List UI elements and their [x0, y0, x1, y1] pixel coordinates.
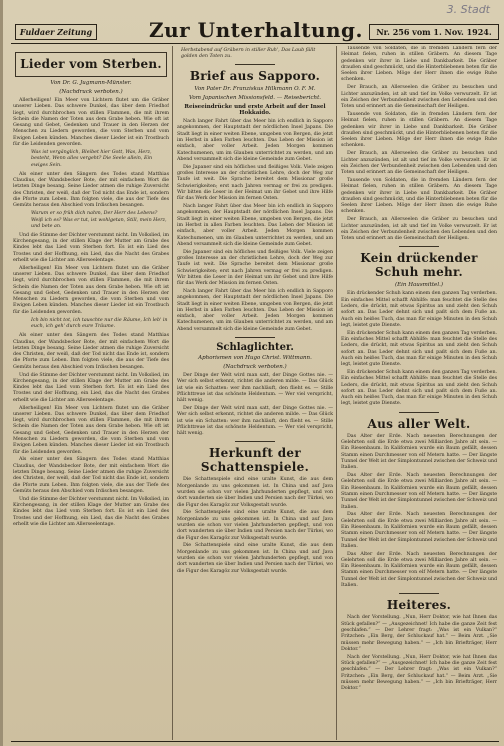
byline-note: (Nachdruck verboten.) [59, 89, 123, 95]
paragraph: Und die Stimme der Dichter verstummt nicht. Im Volkslied, im Kirchengesang, in der stillen Klage der Mutter am Grabe des Kindes lebt das Lied vom Sterben fort. Es ist ein Lied des Trostes und der Hoffnung, ein Lied, das die Nacht des Grabes erhellt wie die Lichter am Allerseelentage. [13, 496, 169, 527]
headline-box [15, 52, 167, 77]
paragraph: Allerheiligen! Ein Meer von Lichtern flutet um die Gräber unserer Lieben. Das schwere Dunkel, das über dem Friedhof liegt, wird durchbrochen von stillen Flammen, die mit ihrem Schein die Namen der Toten aus dem Grabe heben. Wie oft ist Gesang und Gebet, Gedenken und Trauer in den Herzen der Menschen zu Liedern geworden, die vom Sterben und vom Ewigen Leben künden. Manches dieser Lieder ist ein Trostbuch für die Leidenden geworden. [13, 405, 169, 455]
paragraph: Nach der Vorstellung. „Nun, Herr Doktor, wie hat Ihnen das Stück gefallen?“ — „Ausgezeichnet! Ich habe die ganze Zeit fest geschlafen.“ — Der Lehrer fragt: „Was ist ein Vulkan?“ Fritzchen: „Ein Berg, der Schluckauf hat.“ — Beim Arzt. „Sie müssen mehr Bewegung haben.“ — „Ich bin Briefträger, Herr Doktor.“ [341, 654, 497, 692]
lead: Reiseeindrücke und erste Arbeit auf der Insel Hokkaido. [184, 104, 326, 117]
byline: Aphorismen von Hugo Christ. Wittmann. [198, 354, 312, 361]
poem-intro: Herbstabend auf Gräbern in stiller Ruh', Das Laub fällt golden den Toten zu. [181, 48, 316, 60]
article-body [13, 333, 169, 528]
headline-kein-drueckender-schuh: Kein drückender Schuh mehr. [360, 251, 478, 280]
paragraph: Der Dinge der Welt wird man satt, der Dinge Gottes nie. — Wer sich selbst erkennt, richtet die anderen milde. — Das Glück ist wie ein Schatten: wer ihm nachläuft, den flieht es. — Stille Pflichttreue ist das schönste Heldentum. — Wer viel verspricht, hält wenig. [177, 372, 333, 404]
paragraph: Nach langer Fahrt über das Meer bin ich endlich in Sapporo angekommen, der Hauptstadt der nördlichen Insel Japans. Die Stadt liegt in einer weiten Ebene, umgeben von Bergen, die jetzt im Herbst in allen Farben leuchten. Das Leben der Mission ist einfach, aber voller Arbeit. Jeden Morgen kommen Katechumenen, um im Glauben unterrichtet zu werden, und am Abend versammelt sich die kleine Gemeinde zum Gebet. [177, 288, 333, 332]
byline: Von Dr. G. Jugmann-Münster. [50, 80, 132, 86]
paragraph: Ein drückender Schuh kann einem den ganzen Tag verderben. Ein einfaches Mittel schafft Abhilfe: man feuchtet die Stelle des Leders, die drückt, mit etwas Spiritus an und zieht den Schuh sofort an. Das Leder dehnt sich und paßt sich dem Fuße an. Auch ein heißes Tuch, das man für einige Minuten in den Schuh legt, leistet gute Dienste. [341, 291, 497, 328]
article-body [177, 373, 333, 437]
divider [235, 441, 275, 442]
divider [235, 337, 275, 338]
column-divider [336, 46, 337, 740]
masthead-rule [11, 43, 499, 44]
bottom-rule [11, 741, 499, 742]
paragraph: Als einer unter den Sängern des Todes stand Matthias Claudius, der Wandsbecker Bote, der mit einfachem Wort die letzten Dinge besang. Seine Lieder atmen die ruhige Zuversicht des Christen, der weiß, daß der Tod nicht das Ende ist, sondern die Pforte zum Leben. Ihm folgten viele, die aus der Tiefe des Gemüts heraus den Abschied vom Irdischen besangen. [13, 333, 169, 370]
divider [399, 246, 439, 247]
paragraph: Die Japaner sind ein höfliches und fleißiges Volk. Viele zeigen großes Interesse an der christlichen Lehre, doch der Weg zur Taufe ist weit. Die Sprache bereitet dem Missionar große Schwierigkeiten; erst nach Jahren vermag er frei zu predigen. Wir bitten die Leser in der Heimat um ihr Gebet und ihre Hilfe für das Werk der Mission im fernen Osten. [177, 164, 333, 202]
column-1 [13, 46, 169, 740]
paragraph: Das Alter der Erde. Nach neuesten Berechnungen der Gelehrten soll die Erde etwa zwei Milliarden Jahre alt sein. — Ein Riesenbaum. In Kalifornien wurde ein Baum gefällt, dessen Stamm einen Durchmesser von elf Metern hatte. — Der längste Tunnel der Welt ist der Simplontunnel zwischen der Schweiz und Italien. [341, 551, 497, 589]
masthead-issue: Nr. 256 vom 1. Nov. 1924. [369, 24, 499, 40]
article-body [13, 172, 169, 210]
paragraph: Tausende von Soldaten, die in fremden Ländern fern der Heimat fielen, ruhen in stillen Gräbern. An diesem Tage gedenken wir ihrer in Liebe und Dankbarkeit. Die Gräber draußen sind geschmückt, und die Hinterbliebenen beten für die Seelen ihrer Lieben. Möge der Herr ihnen die ewige Ruhe schenken. [341, 177, 497, 215]
byline: Von Pater Dr. Franziskus Hilkmann O. F. M. [194, 86, 316, 93]
paragraph: Und die Stimme der Dichter verstummt nicht. Im Volkslied, im Kirchengesang, in der stillen Klage der Mutter am Grabe des Kindes lebt das Lied vom Sterben fort. Es ist ein Lied des Trostes und der Hoffnung, ein Lied, das die Nacht des Grabes erhellt wie die Lichter am Allerseelentage. [13, 372, 169, 403]
divider [399, 412, 439, 413]
paragraph: Die Schattenspiele sind eine uralte Kunst, die aus dem Morgenlande zu uns gekommen ist. In China und auf Java wurden sie schon vor vielen Jahrhunderten gepflegt, und von dort wanderten sie über Indien und Persien nach der Türkei, wo die Figur des Karagöz zur Volksgestalt wurde. [177, 543, 333, 574]
divider [399, 593, 439, 594]
masthead [11, 18, 499, 42]
paragraph: Nach der Vorstellung. „Nun, Herr Doktor, wie hat Ihnen das Stück gefallen?“ — „Ausgezeichnet! Ich habe die ganze Zeit fest geschlafen.“ — Der Lehrer fragt: „Was ist ein Vulkan?“ Fritzchen: „Ein Berg, der Schluckauf hat.“ — Beim Arzt. „Sie müssen mehr Bewegung haben.“ — „Ich bin Briefträger, Herr Doktor.“ [341, 615, 497, 652]
article-body [13, 98, 169, 148]
paragraph: Das Alter der Erde. Nach neuesten Berechnungen der Gelehrten soll die Erde etwa zwei Milliarden Jahre alt sein. — Ein Riesenbaum. In Kalifornien wurde ein Baum gefällt, dessen Stamm einen Durchmesser von elf Metern hatte. — Der längste Tunnel der Welt ist der Simplontunnel zwischen der Schweiz und Italien. [341, 512, 497, 549]
column-3 [341, 46, 497, 740]
article-body [13, 233, 169, 316]
paragraph: Der Brauch, an Allerseelen die Gräber zu besuchen und Lichter anzuzünden, ist alt und tief im Volke verwurzelt. Er ist ein Zeichen der Verbundenheit zwischen den Lebenden und den Toten und erinnert an die Gemeinschaft der Heiligen. [341, 85, 497, 110]
paragraph: Allerheiligen! Ein Meer von Lichtern flutet um die Gräber unserer Lieben. Das schwere Dunkel, das über dem Friedhof liegt, wird durchbrochen von stillen Flammen, die mit ihrem Schein die Namen der Toten aus dem Grabe heben. Wie oft ist Gesang und Gebet, Gedenken und Trauer in den Herzen der Menschen zu Liedern geworden, die vom Sterben und vom Ewigen Leben künden. Manches dieser Lieder ist ein Trostbuch für die Leidenden geworden. [13, 98, 169, 148]
paragraph: Und die Stimme der Dichter verstummt nicht. Im Volkslied, im Kirchengesang, in der stillen Klage der Mutter am Grabe des Kindes lebt das Lied vom Sterben fort. Es ist ein Lied des Trostes und der Hoffnung, ein Lied, das die Nacht des Grabes erhellt wie die Lichter am Allerseelentage. [13, 232, 169, 263]
article-body [177, 477, 333, 574]
paragraph: Tausende von Soldaten, die in fremden Ländern fern der Heimat fielen, ruhen in stillen Gräbern. An diesem Tage gedenken wir ihrer in Liebe und Dankbarkeit. Die Gräber draußen sind geschmückt, und die Hinterbliebenen beten für die Seelen ihrer Lieben. Möge der Herr ihnen die ewige Ruhe schenken. [341, 111, 497, 149]
divider [235, 64, 275, 65]
paragraph: Die Japaner sind ein höfliches und fleißiges Volk. Viele zeigen großes Interesse an der christlichen Lehre, doch der Weg zur Taufe ist weit. Die Sprache bereitet dem Missionar große Schwierigkeiten; erst nach Jahren vermag er frei zu predigen. Wir bitten die Leser in der Heimat um ihr Gebet und ihre Hilfe für das Werk der Mission im fernen Osten. [177, 249, 333, 287]
column-divider [172, 46, 173, 740]
byline-note: (Ein Hausmittel.) [395, 282, 443, 289]
article-body [341, 291, 497, 407]
headline-aus-aller-welt: Aus aller Welt. [367, 416, 471, 431]
verse: Ich bin nicht tot, ich tauschte nur die Räume, Ich leb' in euch, ich geh' durch eure Träume. [31, 318, 168, 330]
paragraph: Nach langer Fahrt über das Meer bin ich endlich in Sapporo angekommen, der Hauptstadt der nördlichen Insel Japans. Die Stadt liegt in einer weiten Ebene, umgeben von Bergen, die jetzt im Herbst in allen Farben leuchten. Das Leben der Mission ist einfach, aber voller Arbeit. Jeden Morgen kommen Katechumenen, um im Glauben unterrichtet zu werden, und am Abend versammelt sich die kleine Gemeinde zum Gebet. [177, 119, 333, 162]
paragraph: Als einer unter den Sängern des Todes stand Matthias Claudius, der Wandsbecker Bote, der mit einfachem Wort die letzten Dinge besang. Seine Lieder atmen die ruhige Zuversicht des Christen, der weiß, daß der Tod nicht das Ende ist, sondern die Pforte zum Leben. Ihm folgten viele, die aus der Tiefe des Gemüts heraus den Abschied vom Irdischen besangen. [13, 171, 169, 209]
masthead-paper-name: Fuldaer Zeitung [15, 24, 97, 40]
headline-herkunft-der-schattenspiele: Herkunft der Schattenspiele. [200, 446, 310, 475]
paragraph: Ein drückender Schuh kann einem den ganzen Tag verderben. Ein einfaches Mittel schafft Abhilfe: man feuchtet die Stelle des Leders, die drückt, mit etwas Spiritus an und zieht den Schuh sofort an. Das Leder dehnt sich und paßt sich dem Fuße an. Auch ein heißes Tuch, das man für einige Minuten in den Schuh legt, leistet gute Dienste. [341, 330, 497, 368]
verse: Was ist vergänglich, Bleibet hier Gott, Was, Herz, besteht, Wenn alles vergeht? Die Seele allein, Ein ewiges Sein. [31, 150, 153, 168]
article-body [341, 46, 497, 242]
paragraph: Die Schattenspiele sind eine uralte Kunst, die aus dem Morgenlande zu uns gekommen ist. In China und auf Java wurden sie schon vor vielen Jahrhunderten gepflegt, und von dort wanderten sie über Indien und Persien nach der Türkei, wo die Figur des Karagöz zur Volksgestalt wurde. [177, 477, 333, 508]
byline-note: (Nachdruck verboten.) [223, 363, 287, 370]
paragraph: Das Alter der Erde. Nach neuesten Berechnungen der Gelehrten soll die Erde etwa zwei Milliarden Jahre alt sein. — Ein Riesenbaum. In Kalifornien wurde ein Baum gefällt, dessen Stamm einen Durchmesser von elf Metern hatte. — Der längste Tunnel der Welt ist der Simplontunnel zwischen der Schweiz und Italien. [341, 473, 497, 510]
paragraph: Das Alter der Erde. Nach neuesten Berechnungen der Gelehrten soll die Erde etwa zwei Milliarden Jahre alt sein. — Ein Riesenbaum. In Kalifornien wurde ein Baum gefällt, dessen Stamm einen Durchmesser von elf Metern hatte. — Der längste Tunnel der Welt ist der Simplontunnel zwischen der Schweiz und Italien. [341, 433, 497, 471]
article-body [177, 119, 333, 333]
paragraph: Nach langer Fahrt über das Meer bin ich endlich in Sapporo angekommen, der Hauptstadt der nördlichen Insel Japans. Die Stadt liegt in einer weiten Ebene, umgeben von Bergen, die jetzt im Herbst in allen Farben leuchten. Das Leben der Mission ist einfach, aber voller Arbeit. Jeden Morgen kommen Katechumenen, um im Glauben unterrichtet zu werden, und am Abend versammelt sich die kleine Gemeinde zum Gebet. [177, 204, 333, 247]
paragraph: Allerheiligen! Ein Meer von Lichtern flutet um die Gräber unserer Lieben. Das schwere Dunkel, das über dem Friedhof liegt, wird durchbrochen von stillen Flammen, die mit ihrem Schein die Namen der Toten aus dem Grabe heben. Wie oft ist Gesang und Gebet, Gedenken und Trauer in den Herzen der Menschen zu Liedern geworden, die vom Sterben und vom Ewigen Leben künden. Manches dieser Lieder ist ein Trostbuch für die Leidenden geworden. [13, 265, 169, 315]
masthead-title: Zur Unterhaltung. [149, 18, 363, 42]
article-body [341, 434, 497, 590]
paragraph: Tausende von Soldaten, die in fremden Ländern fern der Heimat fielen, ruhen in stillen Gräbern. An diesem Tage gedenken wir ihrer in Liebe und Dankbarkeit. Die Gräber draußen sind geschmückt, und die Hinterbliebenen beten für die Seelen ihrer Lieben. Möge der Herr ihnen die ewige Ruhe schenken. [341, 46, 497, 83]
verse: Warum er so früh dich nahm, Der Herr des Lebens? Weiß ich es? Was er tut, ist wohlgetan, Still, mein Herz, und bete an. [31, 211, 167, 229]
article-body [341, 615, 497, 692]
headline-brief-aus-sapporo: Brief aus Sapporo. [189, 69, 321, 84]
paragraph: Als einer unter den Sängern des Todes stand Matthias Claudius, der Wandsbecker Bote, der mit einfachem Wort die letzten Dinge besang. Seine Lieder atmen die ruhige Zuversicht des Christen, der weiß, daß der Tod nicht das Ende ist, sondern die Pforte zum Leben. Ihm folgten viele, die aus der Tiefe des Gemüts heraus den Abschied vom Irdischen besangen. [13, 457, 169, 494]
headline-heiteres: Heiteres. [386, 598, 452, 613]
paragraph: Der Dinge der Welt wird man satt, der Dinge Gottes nie. — Wer sich selbst erkennt, richtet die anderen milde. — Das Glück ist wie ein Schatten: wer ihm nachläuft, den flieht es. — Stille Pflichttreue ist das schönste Heldentum. — Wer viel verspricht, hält wenig. [177, 405, 333, 437]
headline-schlaglichter: Schlaglichter. [216, 341, 294, 353]
paragraph: Der Brauch, an Allerseelen die Gräber zu besuchen und Lichter anzuzünden, ist alt und tief im Volke verwurzelt. Er ist ein Zeichen der Verbundenheit zwischen den Lebenden und den Toten und erinnert an die Gemeinschaft der Heiligen. [341, 151, 497, 176]
column-2 [177, 46, 333, 740]
subline: Vom Japanischen Missionsfeld. — Reisebericht. [188, 95, 322, 102]
paragraph: Der Brauch, an Allerseelen die Gräber zu besuchen und Lichter anzuzünden, ist alt und tief im Volke verwurzelt. Er ist ein Zeichen der Verbundenheit zwischen den Lebenden und den Toten und erinnert an die Gemeinschaft der Heiligen. [341, 217, 497, 242]
handwritten-note: 3. Stadt [446, 3, 490, 16]
paragraph: Ein drückender Schuh kann einem den ganzen Tag verderben. Ein einfaches Mittel schafft Abhilfe: man feuchtet die Stelle des Leders, die drückt, mit etwas Spiritus an und zieht den Schuh sofort an. Das Leder dehnt sich und paßt sich dem Fuße an. Auch ein heißes Tuch, das man für einige Minuten in den Schuh legt, leistet gute Dienste. [341, 369, 497, 407]
paragraph: Die Schattenspiele sind eine uralte Kunst, die aus dem Morgenlande zu uns gekommen ist. In China und auf Java wurden sie schon vor vielen Jahrhunderten gepflegt, und von dort wanderten sie über Indien und Persien nach der Türkei, wo die Figur des Karagöz zur Volksgestalt wurde. [177, 510, 333, 541]
headline-lieder-vom-sterben: Lieder vom Sterben. [20, 57, 162, 71]
